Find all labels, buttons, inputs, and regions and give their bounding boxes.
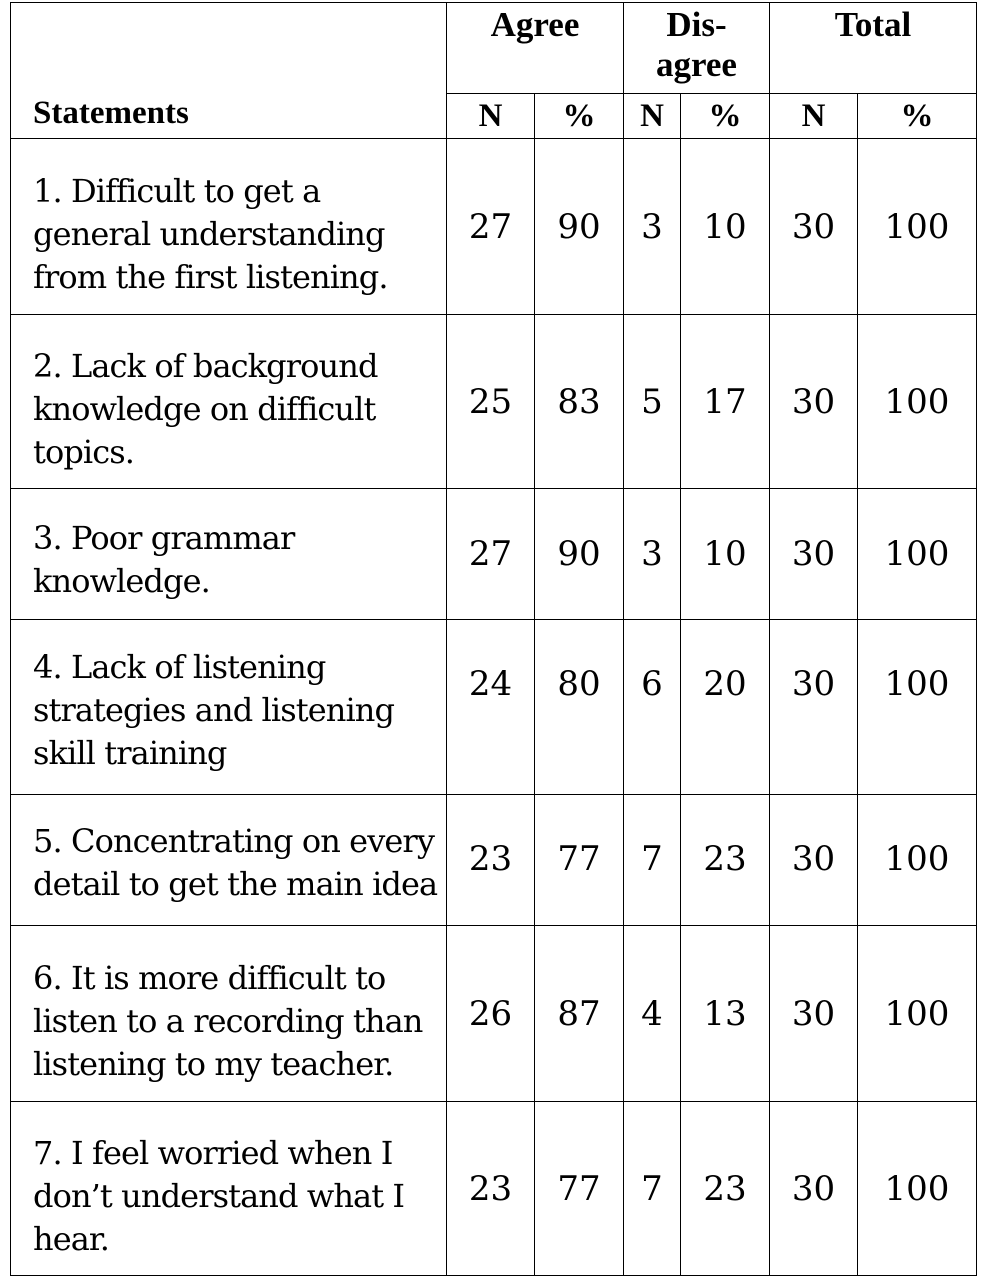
agree-n-cell: 27 xyxy=(447,489,535,620)
disagree-percent-cell: 13 xyxy=(681,926,770,1102)
survey-results-table xyxy=(10,2,977,1276)
disagree-percent-cell: 23 xyxy=(681,795,770,926)
disagree-percent-cell: 17 xyxy=(681,315,770,489)
total-percent-cell: 100 xyxy=(858,926,977,1102)
disagree-percent-cell: 20 xyxy=(681,620,770,795)
statement-cell: 7. I feel worried when I don’t understand what I hear. xyxy=(11,1102,447,1276)
table-row xyxy=(11,620,977,795)
disagree-percent-cell: 23 xyxy=(681,1102,770,1276)
agree-n-cell: 23 xyxy=(447,795,535,926)
disagree-n-cell: 7 xyxy=(624,1102,681,1276)
total-n-cell: 30 xyxy=(770,139,858,315)
statement-cell: 3. Poor grammar knowledge. xyxy=(11,489,447,620)
total-group-header: Total xyxy=(770,3,977,94)
agree-percent-cell: 77 xyxy=(535,1102,624,1276)
total-percent-cell: 100 xyxy=(858,489,977,620)
table-row xyxy=(11,489,977,620)
disagree-group-header: Dis- agree xyxy=(624,3,770,94)
total-percent-cell: 100 xyxy=(858,315,977,489)
statements-column-header: Statements xyxy=(11,3,447,139)
total-percent-cell: 100 xyxy=(858,1102,977,1276)
agree-percent-cell: 87 xyxy=(535,926,624,1102)
total-percent-cell: 100 xyxy=(858,795,977,926)
disagree-percent-header: % xyxy=(681,94,770,139)
disagree-n-cell: 4 xyxy=(624,926,681,1102)
agree-percent-cell: 77 xyxy=(535,795,624,926)
table-row xyxy=(11,1102,977,1276)
table-body xyxy=(11,139,977,1276)
statement-cell: 5. Concentrating on every detail to get the main idea xyxy=(11,795,447,926)
total-n-cell: 30 xyxy=(770,1102,858,1276)
total-n-header: N xyxy=(770,94,858,139)
agree-percent-cell: 90 xyxy=(535,139,624,315)
survey-table-container xyxy=(10,2,977,1276)
agree-n-header: N xyxy=(447,94,535,139)
table-row xyxy=(11,139,977,315)
total-n-cell: 30 xyxy=(770,489,858,620)
disagree-n-cell: 5 xyxy=(624,315,681,489)
disagree-n-cell: 3 xyxy=(624,489,681,620)
total-n-cell: 30 xyxy=(770,315,858,489)
agree-percent-cell: 80 xyxy=(535,620,624,795)
agree-n-cell: 24 xyxy=(447,620,535,795)
agree-n-cell: 25 xyxy=(447,315,535,489)
statement-cell: 4. Lack of listening strategies and listening skill training xyxy=(11,620,447,795)
disagree-n-header: N xyxy=(624,94,681,139)
disagree-n-cell: 3 xyxy=(624,139,681,315)
header-group-row xyxy=(11,3,977,94)
agree-n-cell: 23 xyxy=(447,1102,535,1276)
agree-percent-cell: 83 xyxy=(535,315,624,489)
disagree-n-cell: 7 xyxy=(624,795,681,926)
total-n-cell: 30 xyxy=(770,926,858,1102)
table-row xyxy=(11,926,977,1102)
total-n-cell: 30 xyxy=(770,795,858,926)
disagree-percent-cell: 10 xyxy=(681,489,770,620)
table-header xyxy=(11,3,977,139)
total-n-cell: 30 xyxy=(770,620,858,795)
statement-cell: 6. It is more difficult to listen to a recording than listening to my teacher. xyxy=(11,926,447,1102)
statement-cell: 1. Difficult to get a general understanding from the first listening. xyxy=(11,139,447,315)
agree-n-cell: 27 xyxy=(447,139,535,315)
total-percent-cell: 100 xyxy=(858,620,977,795)
table-row xyxy=(11,315,977,489)
statement-cell: 2. Lack of background knowledge on difficult topics. xyxy=(11,315,447,489)
total-percent-cell: 100 xyxy=(858,139,977,315)
agree-percent-cell: 90 xyxy=(535,489,624,620)
disagree-percent-cell: 10 xyxy=(681,139,770,315)
agree-percent-header: % xyxy=(535,94,624,139)
agree-n-cell: 26 xyxy=(447,926,535,1102)
total-percent-header: % xyxy=(858,94,977,139)
agree-group-header: Agree xyxy=(447,3,624,94)
table-row xyxy=(11,795,977,926)
disagree-n-cell: 6 xyxy=(624,620,681,795)
